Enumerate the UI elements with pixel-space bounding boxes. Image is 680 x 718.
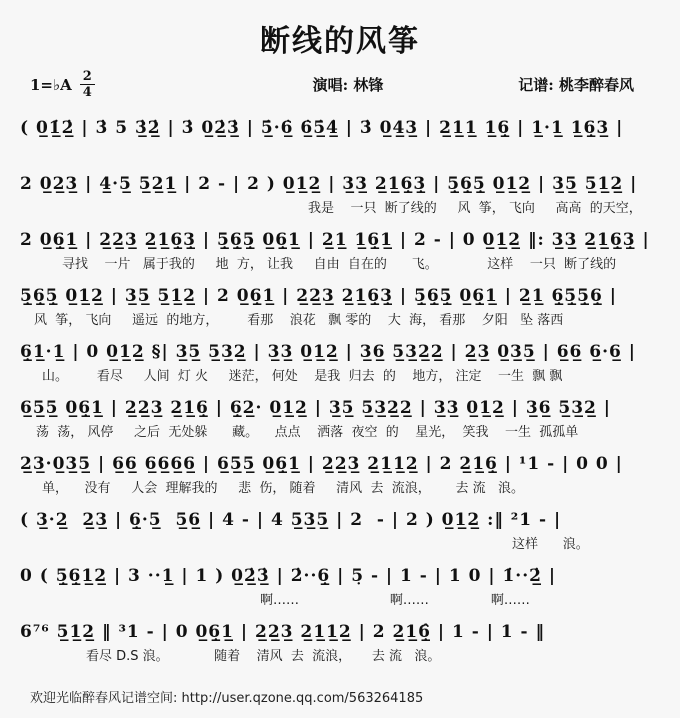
- lyrics-line: 山。 看尽 人间 灯 火 迷茫， 何处 是我 归去 的 地方， 注定 一生 飘 飘: [42, 369, 563, 384]
- score-line: [20, 113, 662, 162]
- notation-line: 6̲̣1̲·1̲ | 0 0̲1̲2̲ §| 3̲5̲ 5̲3̲2̲ | 3̲3̲ 0̲1̲2̲ | 3̲6̲ 5̲3̲2̲2̲ | 2̲3̲ 0̲3̲5̲ | 6̲6̲ 6̲·6̲ |: [20, 342, 636, 362]
- lyrics-line: 我是 一只 断了线的 风 筝， 飞向 高高 的天空，: [308, 201, 642, 216]
- lyrics-line: 这样 浪。: [512, 537, 589, 552]
- score-line: [20, 169, 662, 218]
- lyrics-line: 风 筝， 飞向 遥远 的地方， 看那 浪花 飘 零的 大 海， 看那 夕阳 坠 落西: [34, 313, 564, 328]
- score-line: [20, 449, 662, 498]
- score-line: [20, 561, 662, 610]
- lyrics-line: 荡 荡， 风停 之后 无处躲 藏。 点点 洒落 夜空 的 星光， 笑我 一生 孤孤单: [36, 425, 579, 440]
- notation-line: 2̲3̲·0̲3̲5̲ | 6̲6̲ 6̲6̲6̲6̲ | 6̲5̲5̲ 0̲6̲̣1̲ | 2̲2̲3̲ 2̲1̲1̲2̲ | 2 2̲1̲6̲̣ | ¹1 - | 0 0 |: [20, 454, 623, 474]
- score-line: [20, 617, 662, 666]
- key-label: 1=♭A: [30, 75, 72, 94]
- lyrics-line: 寻找 一片 属于我的 地 方， 让我 自由 自在的 飞。 这样 一只 断了线的: [62, 257, 617, 272]
- notation-line: 0 ( 5̲̣6̲̣1̲2̲ | 3 ··1̲ | 1 ) 0̲2̲̇3̲̇ | 2̇··6̲̣ | 5̣ - | 1 - | 1 0 | 1̇··2̲̇ |: [20, 566, 557, 586]
- song-title: 断线的风筝: [260, 24, 420, 59]
- score-line: [20, 505, 662, 554]
- score-line: [20, 225, 662, 274]
- time-numerator: 2: [80, 70, 95, 85]
- score-line: [20, 281, 662, 330]
- lyrics-line: 啊…… 啊…… 啊……: [260, 593, 530, 608]
- notation-line: 2 0̲6̲̣1̲ | 2̲2̲3̲ 2̲1̲6̲̣3̲̣ | 5̲̣6̲̣5̲̣ 0̲6̲̣1̲ | 2̲1̲ 1̲6̲̣1̲ | 2 - | 0 0̲1̲2̲ ‖: 3̲3̲ 2̲1̲6̲̣3̲̣ |: [20, 230, 650, 250]
- score-line: [20, 393, 662, 442]
- score-meta-row: [18, 70, 662, 99]
- footer-note: 欢迎光临醉春风记谱空间: http://user.qzone.qq.com/563264185: [30, 691, 424, 706]
- notation-line: 6̲5̲5̲ 0̲6̲̣1̲ | 2̲2̲3̲ 2̲1̲6̲̣ | 6̲̣2̲· 0̲1̲2̲ | 3̲5̲ 5̲3̲2̲2̲ | 3̲3̲ 0̲1̲2̲ | 3̲6̲ 5̲3̲2̲ |: [20, 398, 611, 418]
- key-time-signature: [18, 70, 228, 99]
- lyrics-line: [20, 144, 662, 162]
- notator-credit: 记谱: 桃李醉春风: [518, 76, 634, 94]
- lyrics-line: 单， 没有 人会 理解我的 悲 伤， 随着 清风 去 流浪， 去 流 浪。: [42, 481, 525, 496]
- lyrics-line: 看尽 D.S 浪。 随着 清风 去 流浪， 去 流 浪。: [86, 649, 441, 664]
- time-denominator: 4: [82, 85, 92, 100]
- score-line: [20, 337, 662, 386]
- notation-line: ( 0̲1̲̇2̲̇ | 3̇ 5 3̲̇2̲̇ | 3̇ 0̲2̲̇3̲̇ | 5̲̇·6̲̇ 6̲̇5̲̇4̲̇ | 3̇ 0̲4̲3̲ | 2̲1̲1̲ 1̲6̲̣ | 1̲·1̲ 1̲6̲̣3̲ |: [20, 118, 624, 138]
- performer-credit: 演唱: 林锋: [312, 76, 384, 94]
- notation-line: 6⁷⁶ 5̲1̲2̲ ‖ ³1 - | 0 0̲6̲̣1̲ | 2̲2̲3̲ 2̲1̲1̲2̲ | 2 2̲1̲6̲̣̂ | 1 - | 1 - ‖: [20, 622, 546, 642]
- notation-score: [18, 113, 662, 666]
- time-signature: [80, 70, 95, 99]
- notation-line: 2 0̲2̲3̲ | 4̲·5̲ 5̲2̲1̲ | 2 - | 2 ) 0̲1̲2̲ | 3̲3̲ 2̲1̲6̲̣3̲̣ | 5̲̣6̲̣5̲̣ 0̲1̲2̲ | 3̲5̲ 5̲1̲2̲ |: [20, 174, 638, 194]
- notation-line: 5̲̣6̲̣5̲̣ 0̲1̲2̲ | 3̲5̲ 5̲1̲2̲ | 2 0̲6̲̣1̲ | 2̲2̲3̲ 2̲1̲6̲̣3̲̣ | 5̲̣6̲̣5̲̣ 0̲6̲̣1̲ | 2̲1̲ 6̲̣5̲̣5̲̣6̲̣ |: [20, 286, 617, 306]
- notation-line: ( 3̲·2̲ 2̲3̲ | 6̲̣·5̲ 5̲6̲ | 4 - | 4 5̲3̲5̲ | 2 - | 2 ) 0̲1̲2̲ :‖ ²1 - |: [20, 510, 562, 530]
